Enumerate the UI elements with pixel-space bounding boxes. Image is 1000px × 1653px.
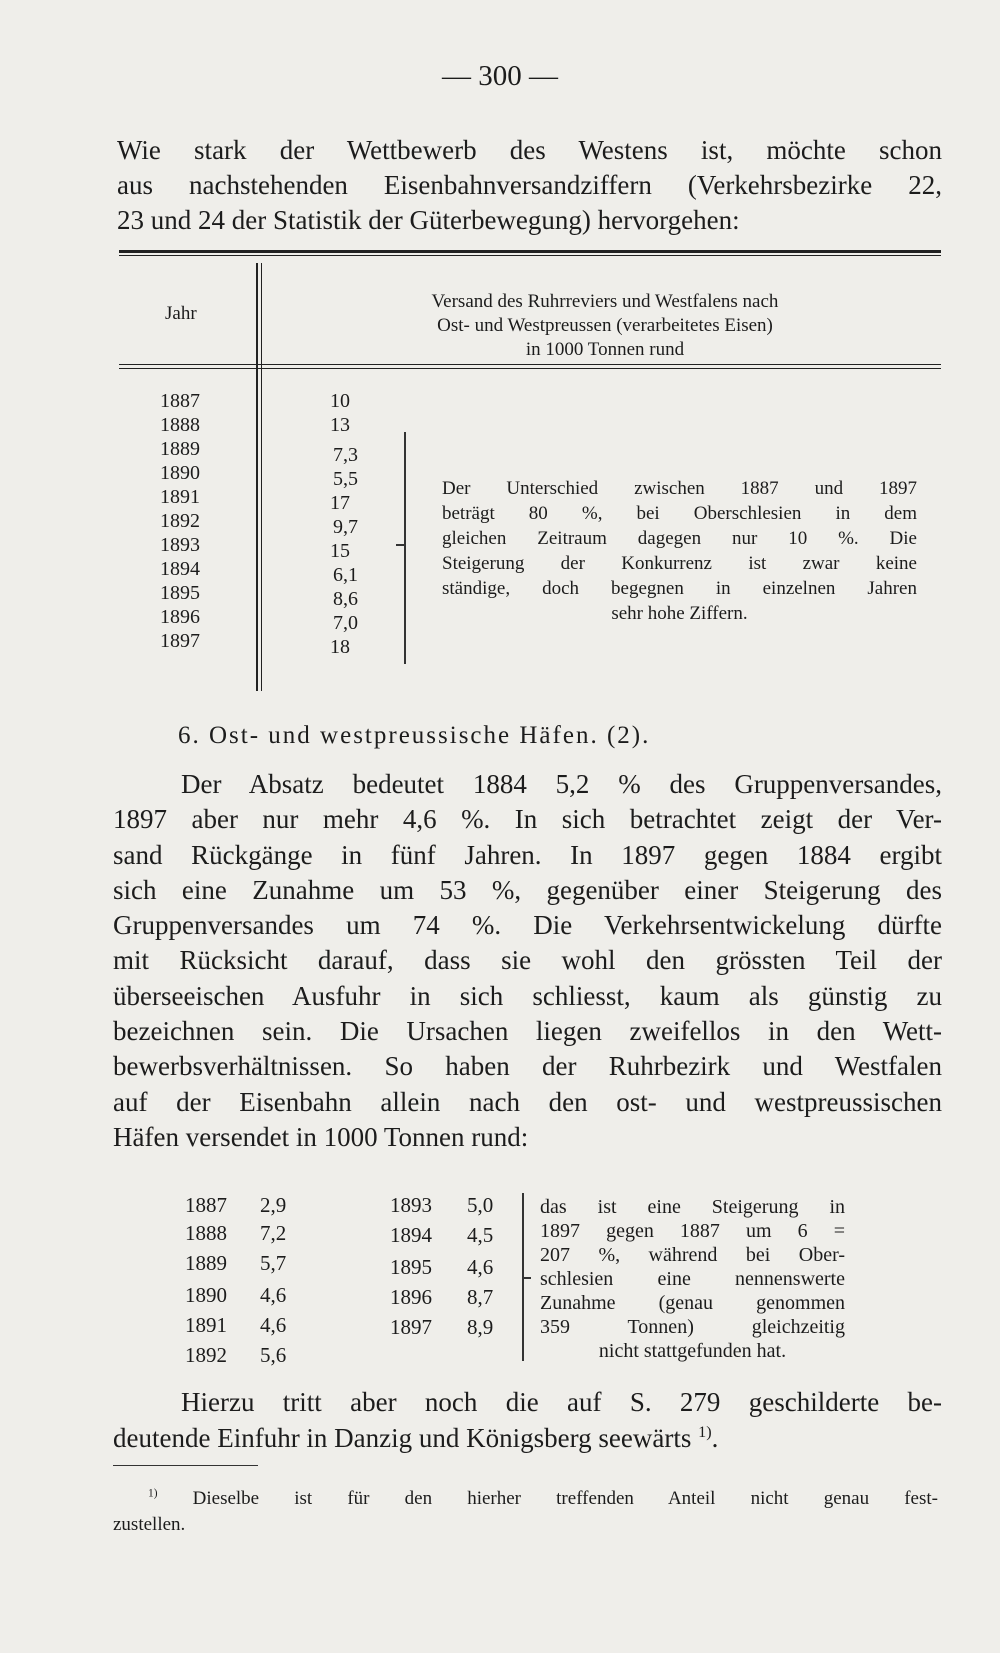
table1-header-year: Jahr	[165, 303, 197, 324]
closing-line-text: deutende Einfuhr in Danzig und Königsberg seewärts	[113, 1423, 692, 1453]
footnote-rule	[113, 1465, 258, 1466]
body-line: bezeichnen sein. Die Ursachen liegen zweifellos in den Wett-	[113, 1016, 942, 1047]
table2-brace-tip	[522, 1277, 531, 1279]
table2-value: 5,6	[260, 1343, 287, 1367]
table1-value: 6,1	[333, 564, 358, 586]
table2-year: 1887	[185, 1193, 227, 1217]
footnote	[113, 1486, 938, 1538]
table1-year: 1894	[160, 558, 200, 580]
table1-brace	[404, 432, 406, 664]
table1-value: 5,5	[333, 468, 358, 490]
table1-header-rule	[119, 364, 941, 365]
footnote-line	[113, 1486, 938, 1512]
table1-note-line: beträgt 80 %, bei Oberschlesien in dem	[442, 503, 917, 524]
table1-value: 10	[330, 390, 350, 412]
table2-year: 1893	[390, 1193, 432, 1217]
table1-value: 8,6	[333, 588, 358, 610]
table1-year: 1896	[160, 606, 200, 628]
intro-paragraph	[117, 133, 942, 238]
page-number: — 300 —	[442, 60, 558, 92]
table1-column-divider	[256, 263, 258, 691]
table2-year: 1891	[185, 1313, 227, 1337]
table1-header-line: Ost- und Westpreussen (verarbeitetes Eisen)	[437, 315, 773, 336]
table1-year: 1889	[160, 438, 200, 460]
table1-year: 1895	[160, 582, 200, 604]
table2-note-line: 207 %, während bei Ober-	[540, 1244, 845, 1266]
body-line: auf der Eisenbahn allein nach den ost- und westpreussischen	[113, 1086, 942, 1117]
body-line: überseeischen Ausfuhr in sich schliesst, kaum als günstig zu	[113, 980, 942, 1011]
footnote-marker: 1)	[148, 1487, 158, 1500]
table1-year: 1897	[160, 630, 200, 652]
table1-year: 1893	[160, 534, 200, 556]
table1-note-line: ständige, doch begegnen in einzelnen Jahren	[442, 578, 917, 599]
table2-value: 4,6	[260, 1313, 287, 1337]
table2-year: 1896	[390, 1285, 432, 1309]
table1-note	[442, 476, 917, 626]
table2-year: 1890	[185, 1283, 227, 1307]
table1-top-rule-thin	[119, 255, 941, 256]
table1-header-rule-thin	[119, 368, 941, 369]
table2-year: 1888	[185, 1221, 227, 1245]
closing-paragraph	[113, 1384, 942, 1456]
table1-note-line: sehr hohe Ziffern.	[611, 603, 748, 624]
table1-value: 7,0	[333, 612, 358, 634]
body-line: sand Rückgänge in fünf Jahren. In 1897 gegen 1884 ergibt	[113, 839, 942, 870]
table1-value: 9,7	[333, 516, 358, 538]
table2-note-line: 359 Tonnen) gleichzeitig	[540, 1316, 845, 1338]
closing-line-end: .	[711, 1423, 719, 1453]
body-line: Häfen versendet in 1000 Tonnen rund:	[113, 1121, 529, 1152]
table2-note-line: nicht stattgefunden hat.	[598, 1340, 787, 1362]
table1-year: 1888	[160, 414, 200, 436]
table2-value: 5,7	[260, 1251, 287, 1275]
body-line: Der Absatz bedeutet 1884 5,2 % des Gruppenversandes,	[181, 769, 942, 799]
table1-value: 13	[330, 414, 350, 436]
table2-value: 4,6	[260, 1283, 287, 1307]
table1-header-line: Versand des Ruhrreviers und Westfalens nach	[431, 291, 779, 312]
table2-value: 7,2	[260, 1221, 287, 1245]
table1-value: 7,3	[333, 444, 358, 466]
table2-value: 8,9	[467, 1315, 494, 1339]
table2-value: 4,5	[467, 1223, 494, 1247]
table1-brace-tip	[396, 544, 406, 546]
table1-year: 1887	[160, 390, 200, 412]
body-line: mit Rücksicht darauf, dass sie wohl den grössten Teil der	[113, 945, 942, 976]
intro-line: aus nachstehenden Eisenbahnversandziffern (Verkehrsbezirke 22,	[117, 170, 942, 200]
table2-note-line: 1897 gegen 1887 um 6 =	[540, 1220, 845, 1242]
table2-year: 1892	[185, 1343, 227, 1367]
table1-note-line: Steigerung der Konkurrenz ist zwar keine	[442, 553, 917, 574]
body-paragraph	[113, 767, 942, 1155]
table1-note-line: Der Unterschied zwischen 1887 und 1897	[442, 478, 917, 499]
table2-note	[540, 1195, 845, 1363]
closing-line: Hierzu tritt aber noch die auf S. 279 geschilderte be-	[181, 1387, 942, 1417]
section-heading: 6. Ost- und westpreussische Häfen. (2).	[178, 722, 651, 749]
body-line: bewerbsverhältnissen. So haben der Ruhrbezirk und Westfalen	[113, 1051, 942, 1082]
footnote-line: zustellen.	[113, 1514, 186, 1535]
table2-value: 4,6	[467, 1255, 494, 1279]
table1-top-rule	[119, 250, 941, 253]
table2-year: 1897	[390, 1315, 432, 1339]
table2-note-line: Zunahme (genau genommen	[540, 1292, 845, 1314]
table2-note-line: schlesien eine nennenswerte	[540, 1268, 845, 1290]
table1-value: 17	[330, 492, 350, 514]
table2-year: 1889	[185, 1251, 227, 1275]
table1-header-description	[270, 290, 940, 362]
closing-line	[113, 1420, 942, 1456]
body-line: sich eine Zunahme um 53 %, gegenüber einer Steigerung des	[113, 874, 942, 905]
table1-column-divider-thin	[261, 263, 262, 691]
intro-line: 23 und 24 der Statistik der Güterbewegung) hervorgehen:	[117, 205, 740, 235]
table1-value: 15	[330, 540, 350, 562]
table1-header-line: in 1000 Tonnen rund	[525, 339, 685, 360]
table1-note-line: gleichen Zeitraum dagegen nur 10 %. Die	[442, 528, 917, 549]
table2-value: 5,0	[467, 1193, 494, 1217]
table1-year: 1892	[160, 510, 200, 532]
footnote-text: Dieselbe ist für den hierher treffenden Anteil nicht genau fest-	[192, 1488, 938, 1509]
intro-line: Wie stark der Wettbewerb des Westens ist, möchte schon	[117, 135, 942, 165]
table1-value: 18	[330, 636, 350, 658]
table2-year: 1895	[390, 1255, 432, 1279]
table2-value: 2,9	[260, 1193, 287, 1217]
table2-note-line: das ist eine Steigerung in	[540, 1196, 845, 1218]
body-line: Gruppenversandes um 74 %. Die Verkehrsentwickelung dürfte	[113, 910, 942, 941]
table2-value: 8,7	[467, 1285, 494, 1309]
footnote-reference: 1)	[698, 1423, 712, 1441]
table1-year: 1891	[160, 486, 200, 508]
table2-year: 1894	[390, 1223, 432, 1247]
body-line: 1897 aber nur mehr 4,6 %. In sich betrachtet zeigt der Ver-	[113, 804, 942, 835]
table1-year: 1890	[160, 462, 200, 484]
